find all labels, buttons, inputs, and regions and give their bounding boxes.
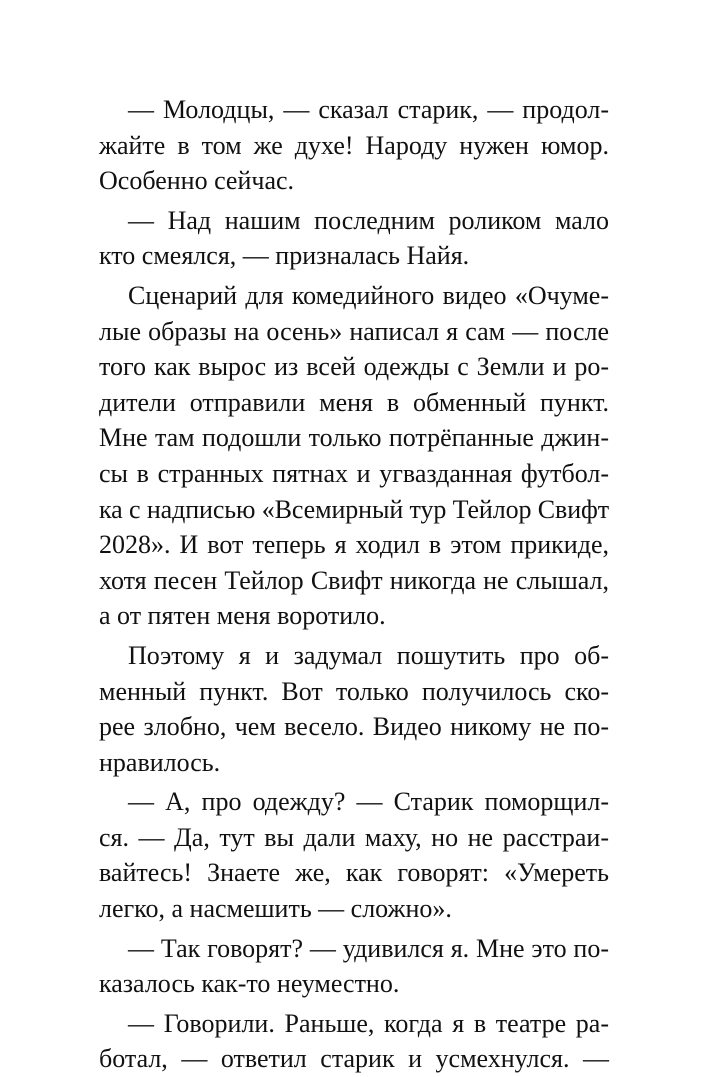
text-line: Мне там подошли только потрёпанные джин- <box>99 423 609 453</box>
paragraph <box>99 92 609 199</box>
text-line: рее злобно, чем весело. Видео никому не по- <box>99 712 609 742</box>
paragraph <box>99 203 609 274</box>
paragraph <box>99 1006 609 1077</box>
text-line: хотя песен Тейлор Свифт никогда не слышал, <box>99 565 609 595</box>
text-line: лые образы на осень» написал я сам — после <box>99 316 609 346</box>
text-line: — Молодцы, — сказал старик, — продол- <box>128 95 609 124</box>
text-line: а от пятен меня воротило. <box>99 601 386 631</box>
text-line: дители отправили меня в обменный пункт. <box>99 387 609 417</box>
text-line: 2028». И вот теперь я ходил в этом прикиде, <box>99 530 609 560</box>
text-line: сы в странных пятнах и угвазданная футбол- <box>99 458 609 488</box>
paragraph <box>99 638 609 780</box>
text-line: — Так говорят? — удивился я. Мне это по- <box>128 933 609 963</box>
text-line: — Над нашим последним роликом мало <box>128 205 609 235</box>
text-line: ботал, — ответил старик и усмехнулся. — <box>99 1044 609 1074</box>
text-line: Сценарий для комедийного видео «Очуме- <box>128 280 609 310</box>
text-line: казалось как-то неуместно. <box>99 969 400 999</box>
text-line: легко, а насмешить — сложно». <box>99 894 452 924</box>
paragraph <box>99 931 609 1002</box>
text-line: менный пункт. Вот только получилось ско- <box>99 676 609 706</box>
text-line: вайтесь! Знаете же, как говорят: «Умереть <box>99 858 609 888</box>
text-line: Особенно сейчас. <box>99 166 295 196</box>
text-line: — Говорили. Раньше, когда я в театре ра- <box>128 1008 609 1038</box>
text-line: — А, про одежду? — Старик поморщил- <box>128 787 609 817</box>
text-line: жайте в том же духе! Народу нужен юмор. <box>99 130 609 160</box>
book-page <box>99 92 609 1077</box>
text-line: Поэтому я и задумал пошутить про об- <box>128 640 609 670</box>
paragraph <box>99 784 609 926</box>
paragraph <box>99 278 609 634</box>
text-line: кто смеялся, — призналась Найя. <box>99 241 470 271</box>
text-line: нравилось. <box>99 747 221 777</box>
text-line: ся. — Да, тут вы дали маху, но не расстраи- <box>99 822 609 852</box>
text-line: того как вырос из всей одежды с Земли и ро- <box>99 352 609 382</box>
text-line: ка с надписью «Всемирный тур Тейлор Свифт <box>99 494 610 524</box>
